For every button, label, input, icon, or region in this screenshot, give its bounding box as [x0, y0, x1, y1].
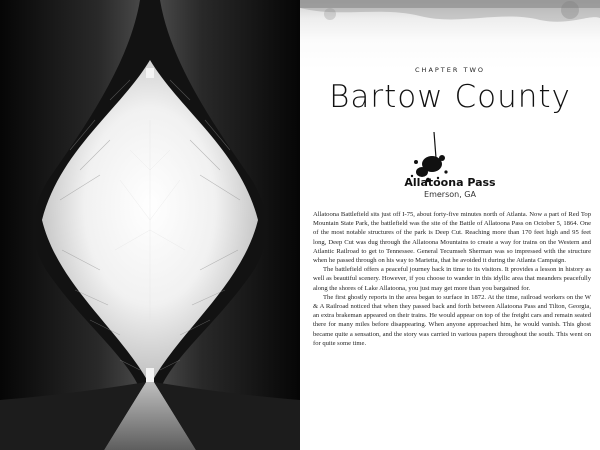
grunge-texture	[300, 0, 600, 60]
page-title: Bartow County	[329, 79, 571, 115]
location-place: Emerson, GA	[424, 190, 476, 199]
chapter-label: CHAPTER TWO	[415, 66, 485, 74]
paragraph: Allatoona Battlefield sits just off I-75, about forty-five minutes north of Atlanta. Now a part of Red Top Mountain State Park, the battlefield was the site of the Battle of Allatoona Pass on October 5, 1864. One of the most notable structures of the park is Deep Cut. Reaching more than 170 feet high and 95 feet long, Deep Cut was dug through the Allatoona Mountains to create a way for trains on the Western and Atlantic Railroad to get to Tennessee. General Tecumseh Sherman was so impressed with the structure when he passed through on his way to Marietta, that he avoided it during the Atlanta Campaign.	[313, 211, 591, 265]
paragraph: The battlefield offers a peaceful journey back in time to its visitors. It provides a lesson in history as well as beautiful scenery. However, if you choose to wander in this idyllic area that meanders peacefully along the shores of Lake Allatoona, you just may get more than you bargained for.	[313, 266, 591, 292]
body-text	[313, 210, 591, 348]
text-page	[300, 0, 600, 450]
location-name: Allatoona Pass	[404, 176, 496, 189]
paragraph: The first ghostly reports in the area began to surface in 1872. At the time, railroad workers on the W & A Railroad noticed that when they passed back and forth between Allatoona Pass and Tilton, Georgia, an extra brakeman appeared on their trains. He would appear on top of the freight cars and remain seated there for many miles before disappearing. When anyone approached him, he would vanish. This ghost became quite a sensation, and the story was carried in various papers throughout the south. This went on for quite some time.	[313, 293, 591, 347]
